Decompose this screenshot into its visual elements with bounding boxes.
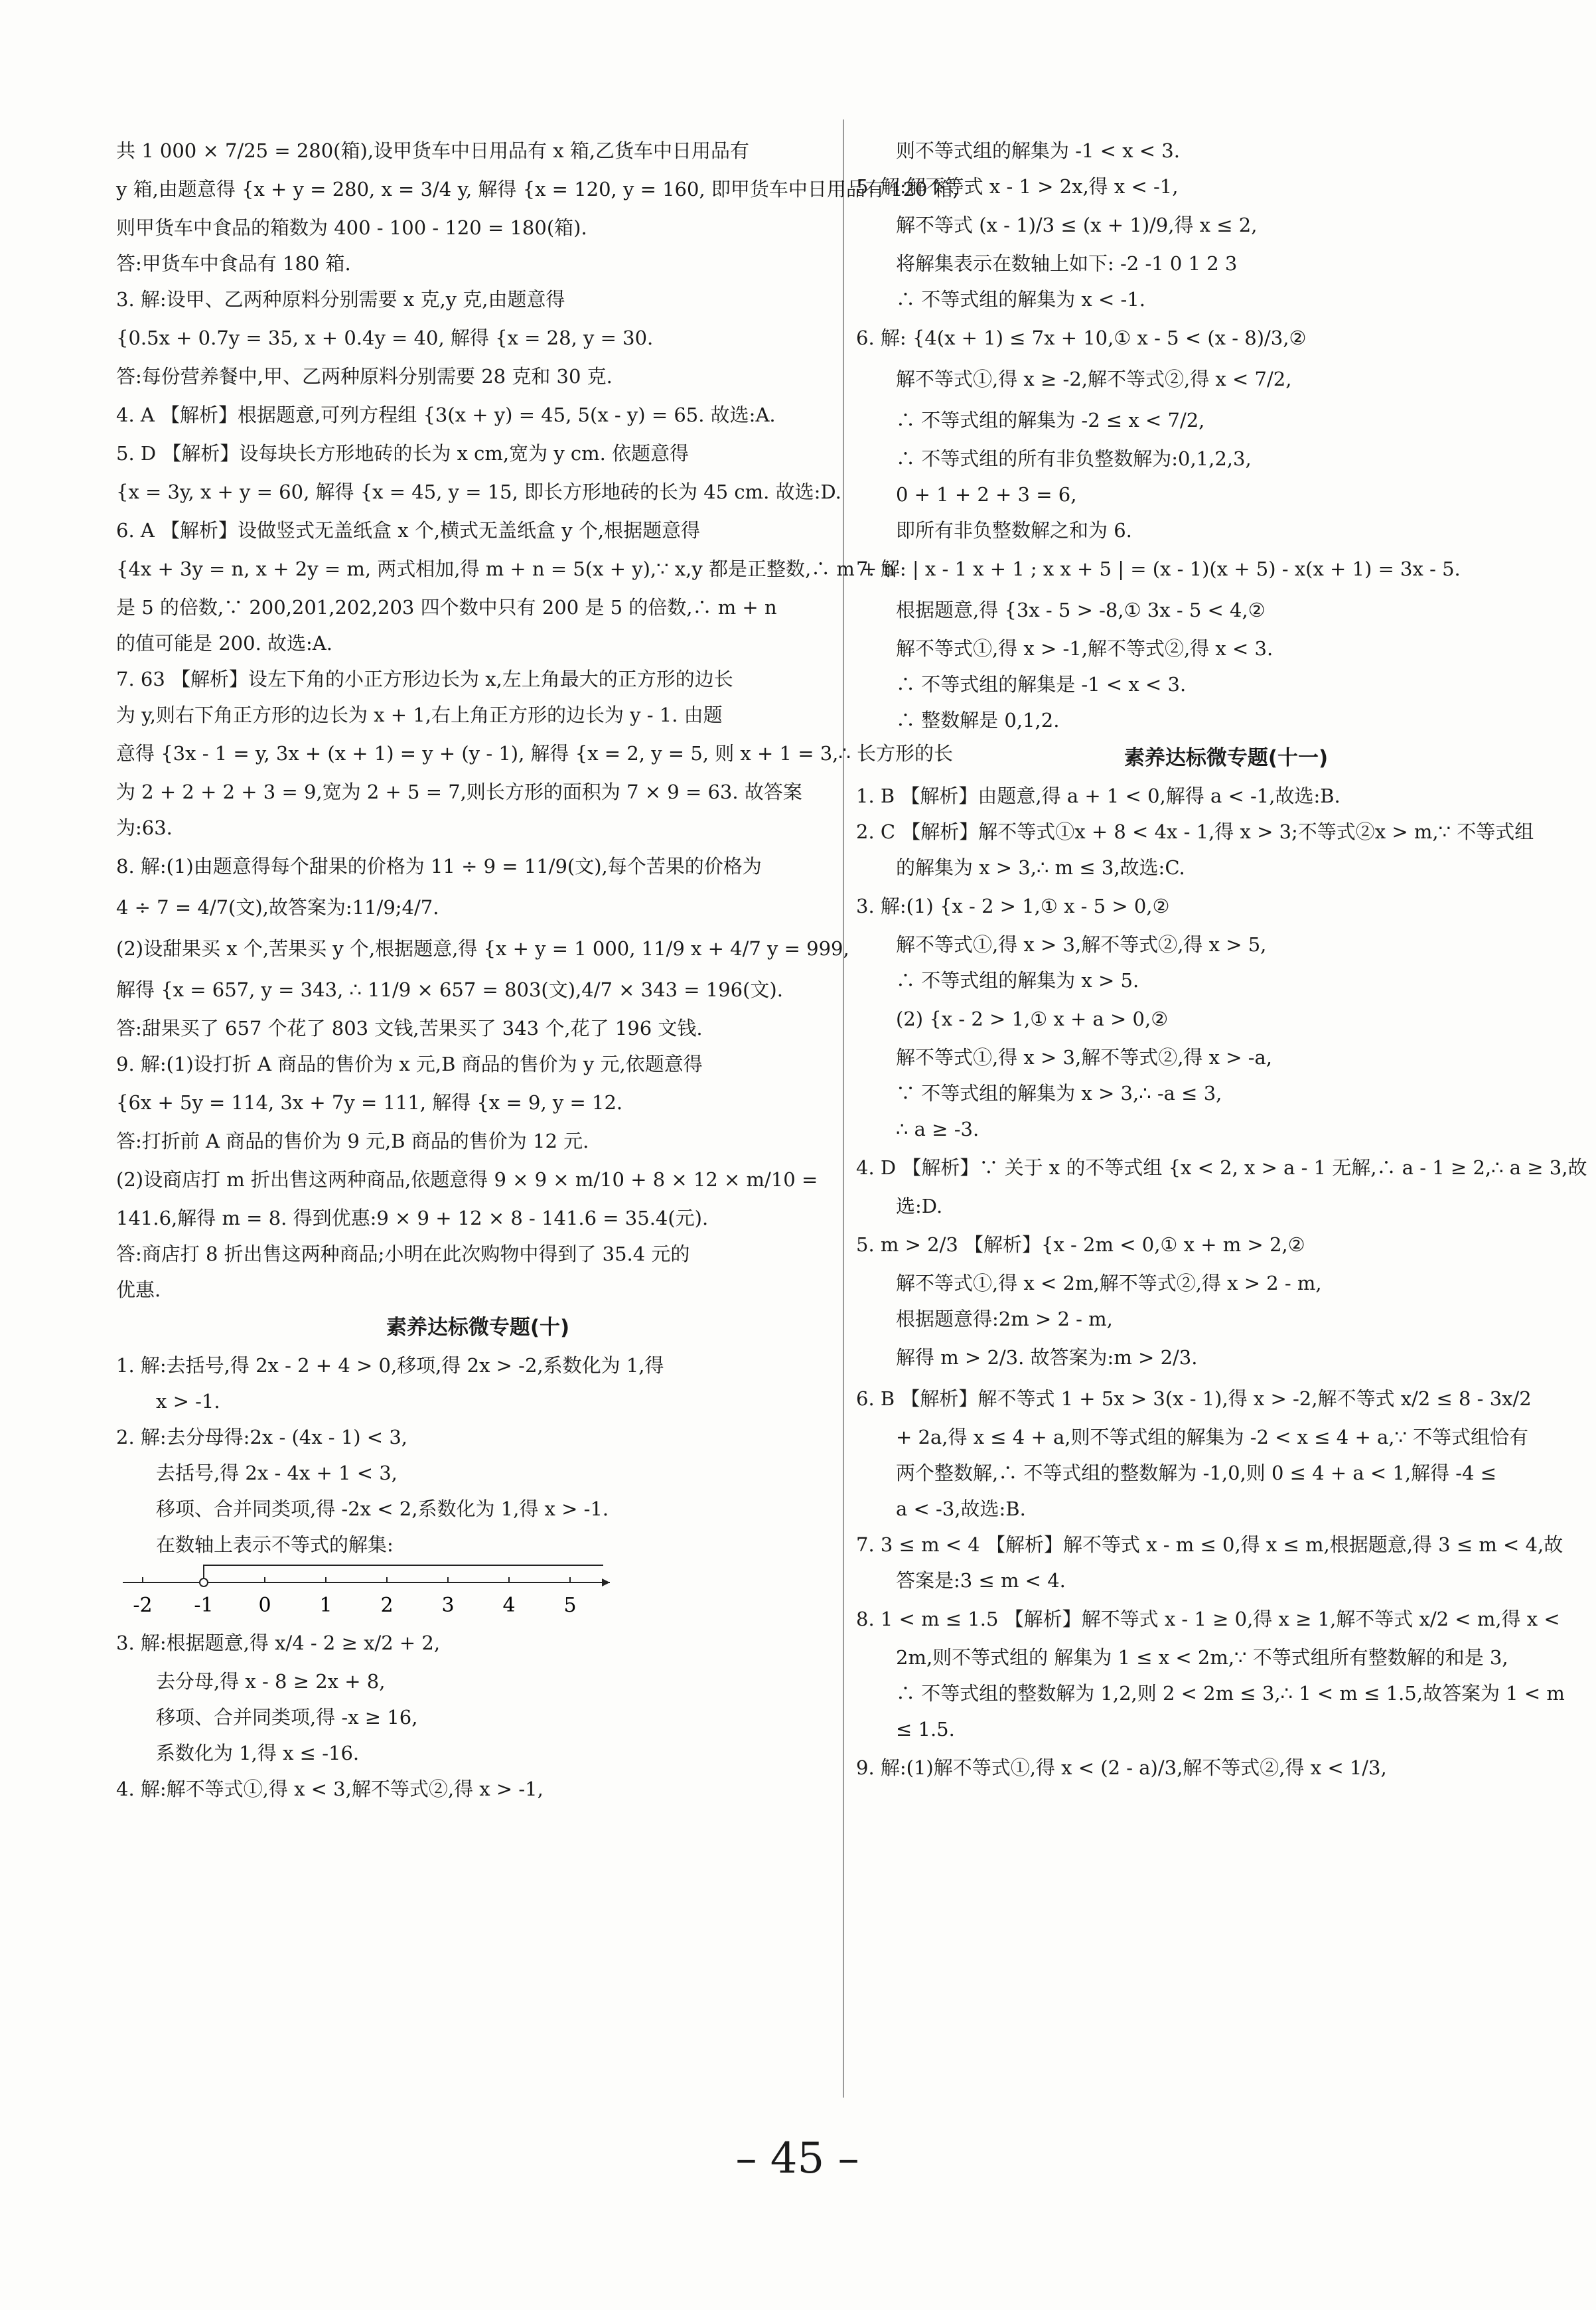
text-line: 2m,则不等式组的 解集为 1 ≤ x < 2m,∵ 不等式组所有整数解的和是 3,: [896, 1646, 1508, 1669]
text-line: a < -3,故选:B.: [896, 1498, 1026, 1520]
text-line: 选:D.: [896, 1195, 943, 1217]
text-line: 9. 解:(1)解不等式①,得 x < (2 - a)/3,解不等式②,得 x < 1/3,: [856, 1756, 1387, 1779]
text-line: 4. 解:解不等式①,得 x < 3,解不等式②,得 x > -1,: [116, 1778, 544, 1800]
text-line: {6x + 5y = 114, 3x + 7y = 111, 解得 {x = 9, y = 12.: [116, 1091, 623, 1114]
text-line: y 箱,由题意得 {x + y = 280, x = 3/4 y, 解得 {x = 120, y = 160, 即甲货车中日用品有 120 箱,: [116, 178, 959, 200]
text-line: 将解集表示在数轴上如下: -2 -1 0 1 2 3: [896, 252, 1238, 275]
text-line: {0.5x + 0.7y = 35, x + 0.4y = 40, 解得 {x = 28, y = 30.: [116, 327, 654, 349]
text-line: 答:甜果买了 657 个花了 803 文钱,苦果买了 343 个,花了 196 文钱.: [116, 1017, 703, 1040]
text-line: 去分母,得 x - 8 ≥ 2x + 8,: [156, 1670, 386, 1693]
text-line: 解不等式①,得 x > 3,解不等式②,得 x > 5,: [896, 933, 1267, 956]
text-line: 解不等式 (x - 1)/3 ≤ (x + 1)/9,得 x ≤ 2,: [896, 214, 1258, 236]
text-line: 为:63.: [116, 816, 173, 839]
text-line: ∴ 不等式组的解集是 -1 < x < 3.: [896, 673, 1187, 696]
text-line: 移项、合并同类项,得 -2x < 2,系数化为 1,得 x > -1.: [156, 1498, 609, 1520]
text-line: 共 1 000 × 7/25 = 280(箱),设甲货车中日用品有 x 箱,乙货车中日用品有: [116, 139, 750, 162]
text-line: ∴ 不等式组的所有非负整数解为:0,1,2,3,: [896, 447, 1252, 470]
text-line: 优惠.: [116, 1278, 161, 1301]
text-line: 两个整数解,∴ 不等式组的整数解为 -1,0,则 0 ≤ 4 + a < 1,解得 -4 ≤: [896, 1462, 1497, 1484]
solution-range-bracket: [204, 1565, 603, 1582]
text-line: 意得 {3x - 1 = y, 3x + (x + 1) = y + (y - 1), 解得 {x = 2, y = 5, 则 x + 1 = 3,∴ 长方形的长: [116, 742, 954, 765]
section-title: 素养达标微专题(十一): [1124, 746, 1329, 770]
text-line: 7. 63 【解析】设左下角的小正方形边长为 x,左上角最大的正方形的边长: [116, 668, 733, 690]
text-line: 3. 解:设甲、乙两种原料分别需要 x 克,y 克,由题意得: [116, 288, 565, 311]
text-line: 答:甲货车中食品有 180 箱.: [116, 252, 351, 275]
text-line: 根据题意得:2m > 2 - m,: [896, 1308, 1113, 1330]
text-line: ≤ 1.5.: [896, 1718, 955, 1740]
text-line: 2. 解:去分母得:2x - (4x - 1) < 3,: [116, 1426, 407, 1448]
text-line: 2. C 【解析】解不等式①x + 8 < 4x - 1,得 x > 3;不等式②x > m,∵ 不等式组: [856, 820, 1534, 843]
text-line: 3. 解:(1) {x - 2 > 1,① x - 5 > 0,②: [856, 895, 1170, 917]
text-line: 0 + 1 + 2 + 3 = 6,: [896, 483, 1077, 506]
text-line: 在数轴上表示不等式的解集:: [156, 1533, 394, 1556]
text-line: 4. A 【解析】根据题意,可列方程组 {3(x + y) = 45, 5(x - y) = 65. 故选:A.: [116, 404, 776, 426]
text-line: ∴ 整数解是 0,1,2.: [896, 709, 1060, 732]
text-line: + 2a,得 x ≤ 4 + a,则不等式组的解集为 -2 < x ≤ 4 + a,∵ 不等式组恰有: [896, 1426, 1529, 1448]
text-line: {x = 3y, x + y = 60, 解得 {x = 45, y = 15, 即长方形地砖的长为 45 cm. 故选:D.: [116, 481, 841, 503]
number-line-label: 1: [319, 1594, 332, 1617]
text-line: 解不等式①,得 x > -1,解不等式②,得 x < 3.: [896, 637, 1273, 660]
right-column: [856, 133, 1596, 1788]
text-line: 答案是:3 ≤ m < 4.: [896, 1569, 1066, 1592]
text-line: {4x + 3y = n, x + 2y = m, 两式相加,得 m + n = 5(x + y),∵ x,y 都是正整数,∴ m + n: [116, 558, 896, 580]
text-line: ∴ a ≥ -3.: [896, 1118, 979, 1140]
text-line: 解得 m > 2/3. 故答案为:m > 2/3.: [896, 1346, 1198, 1369]
text-line: 1. B 【解析】由题意,得 a + 1 < 0,解得 a < -1,故选:B.: [856, 785, 1341, 807]
number-line-label: -1: [194, 1594, 214, 1617]
page-number: – 45 –: [735, 2134, 859, 2183]
number-line-label: 4: [502, 1594, 516, 1617]
number-line-arrow: [602, 1579, 610, 1586]
text-line: 4. D 【解析】∵ 关于 x 的不等式组 {x < 2, x > a - 1 无解,∴ a - 1 ≥ 2,∴ a ≥ 3,故: [856, 1156, 1587, 1179]
section-title: 素养达标微专题(十): [386, 1316, 570, 1340]
text-line: 则甲货车中食品的箱数为 400 - 100 - 120 = 180(箱).: [116, 216, 587, 239]
number-line-label: 0: [258, 1594, 271, 1617]
text-line: 的解集为 x > 3,∴ m ≤ 3,故选:C.: [896, 856, 1185, 879]
text-line: ∵ 不等式组的解集为 x > 3,∴ -a ≤ 3,: [896, 1082, 1222, 1105]
number-line: [116, 1563, 634, 1622]
number-line-figure: [116, 1563, 839, 1622]
text-line: 5. 解:解不等式 x - 1 > 2x,得 x < -1,: [856, 175, 1179, 198]
number-line-label: 5: [563, 1594, 577, 1617]
open-endpoint: [200, 1579, 208, 1586]
text-line: 解得 {x = 657, y = 343, ∴ 11/9 × 657 = 803(文),4/7 × 343 = 196(文).: [116, 978, 783, 1001]
text-line: 是 5 的倍数,∵ 200,201,202,203 四个数中只有 200 是 5 的倍数,∴ m + n: [116, 596, 777, 619]
text-line: 6. B 【解析】解不等式 1 + 5x > 3(x - 1),得 x > -2,解不等式 x/2 ≤ 8 - 3x/2: [856, 1387, 1532, 1410]
text-line: 答:每份营养餐中,甲、乙两种原料分别需要 28 克和 30 克.: [116, 365, 613, 388]
text-line: (2)设商店打 m 折出售这两种商品,依题意得 9 × 9 × m/10 + 8 × 12 × m/10 =: [116, 1168, 818, 1191]
text-line: 去括号,得 2x - 4x + 1 < 3,: [156, 1462, 398, 1484]
column-divider: [843, 119, 844, 2098]
number-line-label: 3: [441, 1594, 455, 1617]
text-line: 即所有非负整数解之和为 6.: [896, 519, 1132, 542]
text-line: 5. m > 2/3 【解析】{x - 2m < 0,① x + m > 2,②: [856, 1233, 1305, 1256]
text-line: 的值可能是 200. 故选:A.: [116, 632, 332, 654]
text-line: ∴ 不等式组的解集为 x < -1.: [896, 288, 1145, 311]
text-line: 答:打折前 A 商品的售价为 9 元,B 商品的售价为 12 元.: [116, 1130, 589, 1152]
text-line: 为 2 + 2 + 2 + 3 = 9,宽为 2 + 5 = 7,则长方形的面积为 7 × 9 = 63. 故答案: [116, 781, 802, 803]
text-line: 解不等式①,得 x < 2m,解不等式②,得 x > 2 - m,: [896, 1272, 1322, 1294]
text-line: (2) {x - 2 > 1,① x + a > 0,②: [896, 1008, 1169, 1030]
text-line: 则不等式组的解集为 -1 < x < 3.: [896, 139, 1180, 162]
text-line: 7. 3 ≤ m < 4 【解析】解不等式 x - m ≤ 0,得 x ≤ m,根据题意,得 3 ≤ m < 4,故: [856, 1533, 1563, 1556]
text-line: x > -1.: [156, 1390, 220, 1413]
text-line: 为 y,则右下角正方形的边长为 x + 1,右上角正方形的边长为 y - 1. 由题: [116, 704, 723, 726]
text-line: 3. 解:根据题意,得 x/4 - 2 ≥ x/2 + 2,: [116, 1632, 441, 1654]
text-line: 6. A 【解析】设做竖式无盖纸盒 x 个,横式无盖纸盒 y 个,根据题意得: [116, 519, 701, 542]
text-line: 7. 解: | x - 1 x + 1 ; x x + 5 | = (x - 1)(x + 5) - x(x + 1) = 3x - 5.: [856, 558, 1461, 580]
text-line: ∴ 不等式组的解集为 x > 5.: [896, 969, 1139, 992]
number-line-label: 2: [380, 1594, 394, 1617]
text-line: 1. 解:去括号,得 2x - 2 + 4 > 0,移项,得 2x > -2,系数化为 1,得: [116, 1354, 664, 1377]
text-line: ∴ 不等式组的整数解为 1,2,则 2 < 2m ≤ 3,∴ 1 < m ≤ 1.5,故答案为 1 < m: [896, 1682, 1565, 1705]
text-line: (2)设甜果买 x 个,苦果买 y 个,根据题意,得 {x + y = 1 000, 11/9 x + 4/7 y = 999,: [116, 937, 849, 960]
text-line: 5. D 【解析】设每块长方形地砖的长为 x cm,宽为 y cm. 依题意得: [116, 442, 689, 465]
text-line: 移项、合并同类项,得 -x ≥ 16,: [156, 1706, 418, 1729]
text-line: 9. 解:(1)设打折 A 商品的售价为 x 元,B 商品的售价为 y 元,依题意得: [116, 1053, 703, 1075]
text-line: 系数化为 1,得 x ≤ -16.: [156, 1742, 360, 1764]
text-line: 根据题意,得 {3x - 5 > -8,① 3x - 5 < 4,②: [896, 599, 1266, 621]
text-line: ∴ 不等式组的解集为 -2 ≤ x < 7/2,: [896, 409, 1205, 431]
text-line: 6. 解: {4(x + 1) ≤ 7x + 10,① x - 5 < (x - 8)/3,②: [856, 327, 1307, 349]
number-line-label: -2: [133, 1594, 153, 1617]
text-line: 解不等式①,得 x ≥ -2,解不等式②,得 x < 7/2,: [896, 368, 1292, 390]
text-line: 4 ÷ 7 = 4/7(文),故答案为:11/9;4/7.: [116, 896, 439, 919]
text-line: 8. 1 < m ≤ 1.5 【解析】解不等式 x - 1 ≥ 0,得 x ≥ 1,解不等式 x/2 < m,得 x <: [856, 1608, 1560, 1630]
text-line: 141.6,解得 m = 8. 得到优惠:9 × 9 + 12 × 8 - 141.6 = 35.4(元).: [116, 1207, 709, 1229]
text-line: 解不等式①,得 x > 3,解不等式②,得 x > -a,: [896, 1046, 1273, 1069]
text-line: 8. 解:(1)由题意得每个甜果的价格为 11 ÷ 9 = 11/9(文),每个苦果的价格为: [116, 855, 762, 878]
text-line: 答:商店打 8 折出售这两种商品;小明在此次购物中得到了 35.4 元的: [116, 1243, 690, 1265]
